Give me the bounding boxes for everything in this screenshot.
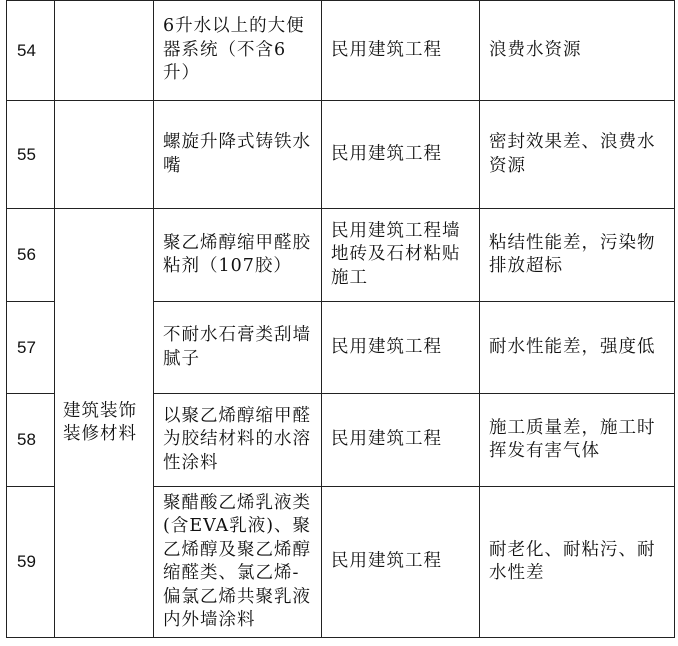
reason-cell: 浪费水资源 (480, 1, 675, 101)
row-number: 56 (7, 209, 55, 302)
item-name: 6升水以上的大便器系统（不含6升） (154, 1, 322, 101)
prohibited-materials-table (6, 0, 675, 638)
item-name: 聚乙烯醇缩甲醛胶粘剂（107胶） (154, 209, 322, 302)
reason-cell: 耐老化、耐粘污、耐水性差 (480, 487, 675, 638)
table-row (7, 101, 675, 209)
scope-cell: 民用建筑工程 (322, 101, 480, 209)
category-cell-empty (55, 101, 154, 209)
row-number: 55 (7, 101, 55, 209)
scope-cell: 民用建筑工程 (322, 487, 480, 638)
reason-cell: 粘结性能差，污染物排放超标 (480, 209, 675, 302)
table-row (7, 209, 675, 302)
scope-cell: 民用建筑工程 (322, 394, 480, 487)
item-name: 以聚乙烯醇缩甲醛为胶结材料的水溶性涂料 (154, 394, 322, 487)
reason-cell: 耐水性能差，强度低 (480, 302, 675, 394)
row-number: 54 (7, 1, 55, 101)
item-name: 聚醋酸乙烯乳液类(含EVA乳液)、聚乙烯醇及聚乙烯醇缩醛类、氯乙烯-偏氯乙烯共聚乳液内外墙涂料 (154, 487, 322, 638)
row-number: 59 (7, 487, 55, 638)
scope-cell: 民用建筑工程墙地砖及石材粘贴施工 (322, 209, 480, 302)
category-cell: 建筑装饰装修材料 (55, 209, 154, 638)
reason-cell: 密封效果差、浪费水资源 (480, 101, 675, 209)
row-number: 58 (7, 394, 55, 487)
row-number: 57 (7, 302, 55, 394)
reason-cell: 施工质量差，施工时挥发有害气体 (480, 394, 675, 487)
item-name: 螺旋升降式铸铁水嘴 (154, 101, 322, 209)
category-cell-empty (55, 1, 154, 101)
table-row (7, 1, 675, 101)
scope-cell: 民用建筑工程 (322, 302, 480, 394)
item-name: 不耐水石膏类刮墙腻子 (154, 302, 322, 394)
scope-cell: 民用建筑工程 (322, 1, 480, 101)
